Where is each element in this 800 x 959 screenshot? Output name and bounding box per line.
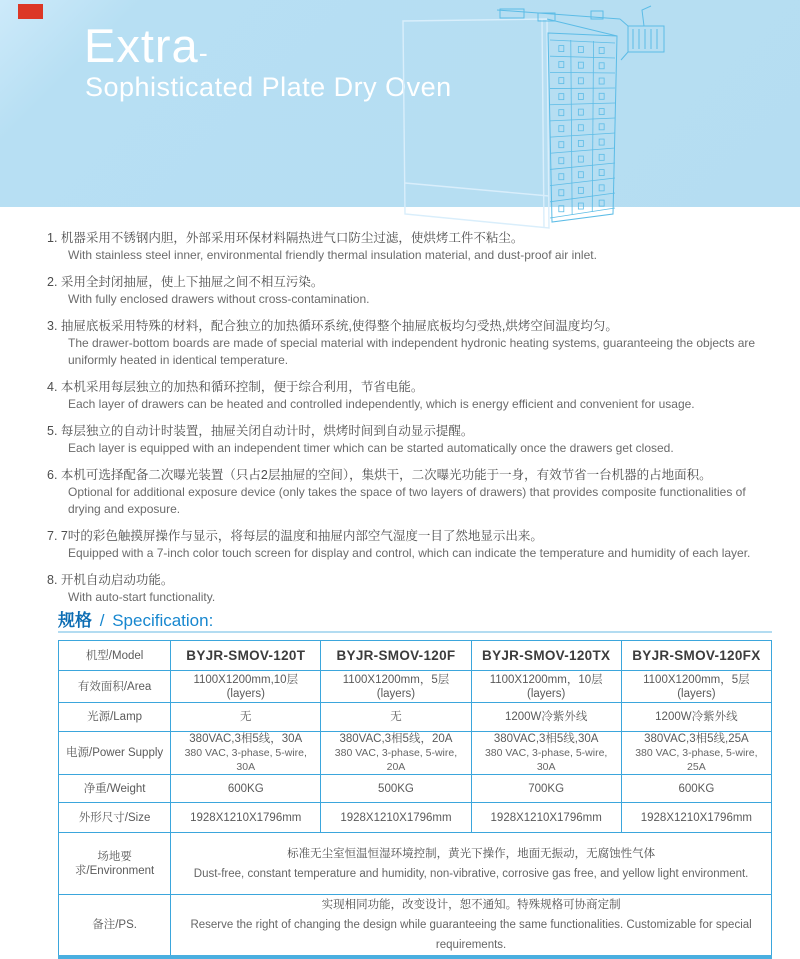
- spec-heading-separator: /: [99, 611, 105, 630]
- page-title-text: Extra: [84, 19, 199, 72]
- feature-en-line: Each layer of drawers can be heated and controlled independently, which is energy efficient and convenient for usage.: [68, 397, 695, 411]
- cell-power: 380VAC,3相5线,25A 380 VAC, 3-phase, 5-wire, 25A: [621, 732, 771, 775]
- row-label-env: 场地要求/Environment: [59, 833, 171, 895]
- spec-row-area: [59, 671, 772, 703]
- feature-item-1: [47, 230, 772, 264]
- row-label-lamp: 光源/Lamp: [59, 703, 171, 732]
- feature-en-line: Equipped with a 7-inch color touch screen for display and control, which can indicate the temperature and humidity of each layer.: [68, 546, 751, 560]
- spec-heading-en: Specification:: [112, 611, 214, 630]
- spec-row-power: [59, 732, 772, 775]
- row-label-model: 机型/Model: [59, 641, 171, 671]
- cell-area: 1100X1200mm，5层(layers): [621, 671, 771, 703]
- feature-en-line: With stainless steel inner, environmental friendly thermal insulation material, and dust-proof air inlet.: [68, 248, 597, 262]
- page-title-dash: -: [198, 38, 209, 68]
- feature-zh-line: 7. 7吋的彩色触摸屏操作与显示，将每层的温度和抽屉内部空气湿度一目了然地显示出来。: [47, 529, 543, 543]
- feature-zh-line: 2. 采用全封闭抽屉，使上下抽屉之间不相互污染。: [47, 275, 324, 289]
- feature-zh-line: 8. 开机自动启动功能。: [47, 573, 174, 587]
- page-title: [84, 20, 209, 72]
- feature-item-4: [47, 379, 772, 413]
- spec-row-weight: [59, 775, 772, 803]
- feature-item-3: [47, 318, 772, 369]
- feature-en-line: With auto-start functionality.: [68, 590, 216, 604]
- spec-heading-underline: [58, 631, 772, 633]
- cell-lamp: 1200W冷紫外线: [621, 703, 771, 732]
- cell-weight: 600KG: [171, 775, 321, 803]
- cell-area: 1100X1200mm,10层(layers): [171, 671, 321, 703]
- oven-illustration: [388, 2, 680, 250]
- feature-zh-line: 3. 抽屉底板采用特殊的材料，配合独立的加热循环系统,使得整个抽屉底板均匀受热,烘烤空间温度均匀。: [47, 319, 618, 333]
- feature-item-6: [47, 467, 772, 518]
- feature-item-2: [47, 274, 772, 308]
- brand-mark: [18, 4, 43, 19]
- spec-row-model: [59, 641, 772, 671]
- feature-item-8: [47, 572, 772, 606]
- feature-en-line: Optional for additional exposure device (only takes the space of two layers of drawers) that provides composite functionalities of drying and exposure.: [68, 485, 746, 516]
- spec-row-ps: [59, 895, 772, 958]
- row-label-ps: 备注/PS.: [59, 895, 171, 958]
- feature-en-line: With fully enclosed drawers without cross-contamination.: [68, 292, 370, 306]
- cell-model: BYJR-SMOV-120FX: [621, 641, 771, 671]
- row-label-size: 外形尺寸/Size: [59, 803, 171, 833]
- cell-lamp: 无: [321, 703, 471, 732]
- spec-table: [58, 640, 772, 959]
- cell-weight: 700KG: [471, 775, 621, 803]
- cell-model: BYJR-SMOV-120TX: [471, 641, 621, 671]
- feature-list: [47, 230, 772, 616]
- row-label-power: 电源/Power Supply: [59, 732, 171, 775]
- feature-en-line: The drawer-bottom boards are made of special material with independent hydronic heating systems, guaranteeing the objects are uniformly heated in identical temperature.: [68, 336, 756, 367]
- feature-zh-line: 5. 每层独立的自动计时装置，抽屉关闭自动计时，烘烤时间到自动显示提醒。: [47, 424, 474, 438]
- cell-ps: 实现相同功能，改变设计，恕不通知。特殊规格可协商定制 Reserve the right of changing the design while guaranteeing the same functionalities. Customizable for special requirements.: [171, 895, 772, 958]
- cell-power: 380VAC,3相5线,30A 380 VAC, 3-phase, 5-wire, 30A: [471, 732, 621, 775]
- cell-power: 380VAC,3相5线，20A 380 VAC, 3-phase, 5-wire, 20A: [321, 732, 471, 775]
- cell-model: BYJR-SMOV-120T: [171, 641, 321, 671]
- feature-item-5: [47, 423, 772, 457]
- spec-row-env: [59, 833, 772, 895]
- page-subtitle: Sophisticated Plate Dry Oven: [85, 72, 452, 102]
- cell-area: 1100X1200mm，5层(layers): [321, 671, 471, 703]
- row-label-weight: 净重/Weight: [59, 775, 171, 803]
- feature-zh-line: 1. 机器采用不锈钢内胆，外部采用环保材料隔热进气口防尘过滤，使烘烤工件不粘尘。: [47, 231, 524, 245]
- cell-lamp: 无: [171, 703, 321, 732]
- spec-heading-zh: 规格: [58, 611, 92, 630]
- cell-weight: 500KG: [321, 775, 471, 803]
- cell-model: BYJR-SMOV-120F: [321, 641, 471, 671]
- cell-size: 1928X1210X1796mm: [321, 803, 471, 833]
- feature-item-7: [47, 528, 772, 562]
- feature-zh-line: 4. 本机采用每层独立的加热和循环控制，便于综合利用，节省电能。: [47, 380, 424, 394]
- spec-row-size: [59, 803, 772, 833]
- cell-power: 380VAC,3相5线，30A 380 VAC, 3-phase, 5-wire, 30A: [171, 732, 321, 775]
- feature-zh-line: 6. 本机可选择配备二次曝光装置（只占2层抽屉的空间），集烘干，二次曝光功能于一身，有效节省一台机器的占地面积。: [47, 468, 712, 482]
- feature-en-line: Each layer is equipped with an independent timer which can be started automatically once the drawers get closed.: [68, 441, 674, 455]
- spec-heading: [58, 606, 213, 631]
- cell-area: 1100X1200mm，10层(layers): [471, 671, 621, 703]
- cell-size: 1928X1210X1796mm: [621, 803, 771, 833]
- cell-size: 1928X1210X1796mm: [471, 803, 621, 833]
- cell-weight: 600KG: [621, 775, 771, 803]
- cell-size: 1928X1210X1796mm: [171, 803, 321, 833]
- spec-row-lamp: [59, 703, 772, 732]
- cell-env: 标准无尘室恒温恒湿环境控制，黄光下操作，地面无振动，无腐蚀性气体 Dust-free, constant temperature and humidity, non-vibrative, corrosive gas free, and yellow light environment.: [171, 833, 772, 895]
- cell-lamp: 1200W冷紫外线: [471, 703, 621, 732]
- row-label-area: 有效面积/Area: [59, 671, 171, 703]
